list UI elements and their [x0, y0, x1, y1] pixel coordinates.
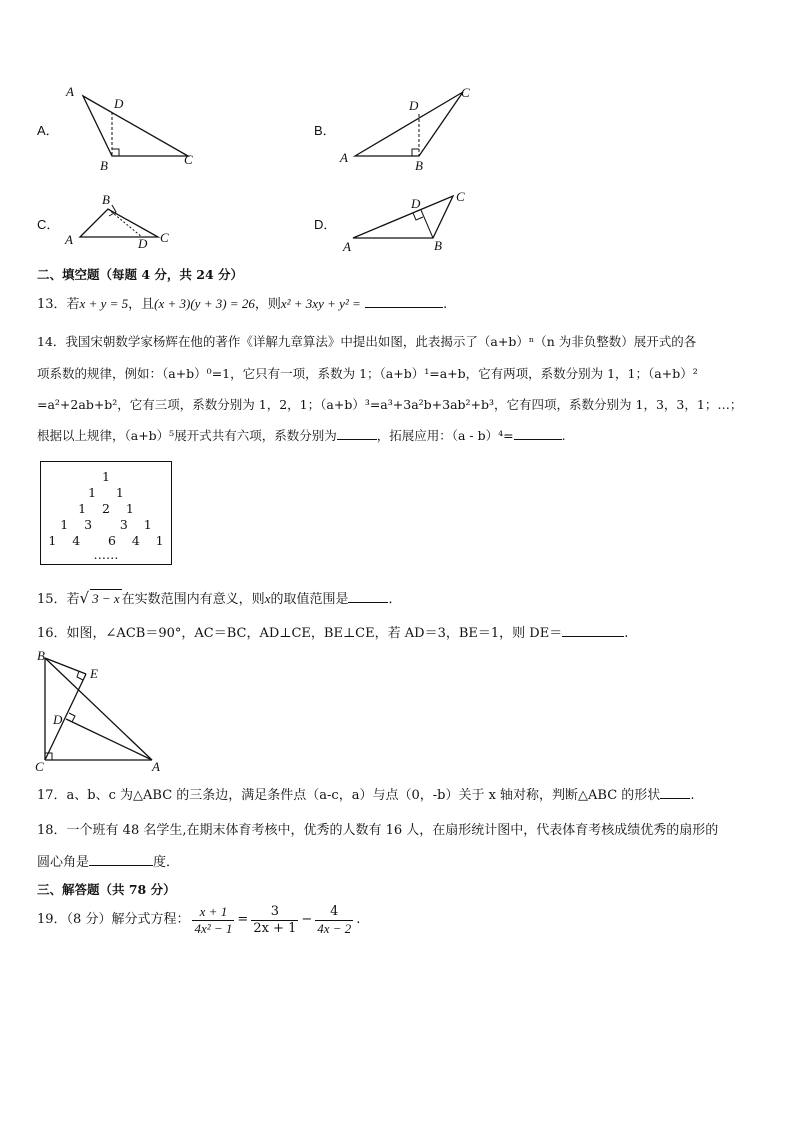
q13-cond2: (x + 3)(y + 3) = 26 [154, 296, 255, 311]
q16-text: 16．如图，∠ACB＝90°，AC＝BC，AD⊥CE，BE⊥CE，若 AD＝3，BE＝1，则 DE＝ [37, 626, 563, 641]
triangle-row: 1 [102, 469, 110, 484]
option-b-label: B． [314, 123, 336, 138]
yang-hui-triangle-box [40, 461, 172, 565]
q17-text: 17．a、b、c 为△ABC 的三条边，满足条件点（a-c，a）与点（0，-b）关于 x 轴对称，判断△ABC 的形状 [37, 788, 661, 803]
fraction-1 [192, 904, 234, 937]
triangle-row: 1 1 [88, 485, 124, 500]
q18-line2b: 度． [153, 855, 180, 870]
fraction-3 [315, 904, 353, 937]
label-b: B [100, 158, 108, 173]
label-d: D [138, 236, 148, 251]
label-c: C [160, 230, 169, 245]
answer-blank[interactable] [514, 427, 562, 440]
q14-line4c: . [561, 428, 566, 443]
label-b: B [37, 648, 45, 663]
label-d: D [411, 196, 421, 211]
fraction-2 [251, 904, 298, 937]
q15-suffix: 的取值范围是 [270, 592, 349, 607]
q14-line-3: =a²+2ab+b²，它有三项，系数分别为 1，2，1；（a+b）³=a³+3a²b+3ab²+b³，它有四项，系数分别为 1，3，3，1；…； [37, 397, 743, 412]
triangle-row: 1 2 1 [78, 501, 134, 516]
q15-radicand: 3 − x [92, 591, 120, 606]
q18-line-2 [37, 853, 179, 872]
minus-sign: − [301, 912, 313, 927]
triangle-row: 1 4 6 4 1 [48, 533, 164, 548]
label-b: B [434, 238, 442, 253]
equals-sign: = [237, 912, 249, 927]
q18-line-1: 18．一个班有 48 名学生,在期末体育考核中，优秀的人数有 16 人，在扇形统计图中，代表体育考核成绩优秀的扇形的 [37, 823, 719, 838]
q14-line-1: 14．我国宋朝数学家杨辉在他的著作《详解九章算法》中提出如图，此表揭示了（a+b）ⁿ（n 为非负整数）展开式的各 [37, 334, 697, 349]
q14-line4b: ，拓展应用：（a - b）⁴= [376, 428, 514, 443]
fraction-3-denominator: 4x − 2 [317, 920, 352, 936]
option-d-label: D． [314, 217, 337, 232]
q13-prefix: 13．若 [37, 297, 80, 312]
answer-blank[interactable] [348, 590, 388, 603]
triangle-row: 1 3 3 1 [60, 517, 152, 532]
q15-prefix: 15．若 [37, 592, 80, 607]
q13-mid2: ，则 [254, 297, 281, 312]
answer-blank[interactable] [660, 786, 690, 799]
label-b: B [102, 192, 110, 207]
q14-line-4 [37, 427, 566, 445]
figure-option-d [335, 186, 485, 256]
label-c: C [461, 85, 470, 100]
q19-end: . [356, 912, 361, 927]
figure-option-a [60, 82, 220, 172]
fraction-2-numerator: 3 [251, 904, 298, 921]
label-a: A [343, 239, 351, 254]
q15-end: ． [388, 592, 402, 607]
section-2-title: 二、填空题（每题 4 分，共 24 分） [37, 267, 244, 282]
label-c: C [456, 189, 465, 204]
figure-option-b [335, 82, 495, 172]
q19-prefix: 19．（8 分）解分式方程： [37, 912, 190, 927]
label-e: E [90, 666, 98, 681]
label-a: A [65, 232, 73, 247]
option-a-label: A． [37, 123, 59, 138]
label-a: A [66, 84, 74, 99]
label-a: A [340, 150, 348, 165]
q14-line4a: 根据以上规律，（a+b）⁵展开式共有六项，系数分别为 [37, 428, 337, 443]
q13-cond1: x + y = 5 [79, 296, 129, 311]
fraction-1-denominator: 4x² − 1 [194, 920, 233, 936]
fraction-2-denominator: 2x + 1 [253, 920, 297, 936]
label-d: D [409, 98, 419, 113]
question-15: 15．若√ 3 − x 在实数范围内有意义，则x的取值范围是 ． [37, 589, 402, 607]
fraction-3-numerator: 4 [315, 904, 353, 921]
section-3-title: 三、解答题（共 78 分） [37, 882, 176, 897]
q13-mid: ，且 [128, 297, 155, 312]
q16-end: . [624, 626, 629, 641]
label-c: C [35, 759, 44, 774]
label-b: B [415, 158, 423, 173]
q14-line-2: 项系数的规律，例如：（a+b）⁰=1，它只有一项，系数为 1；（a+b）¹=a+b，它有两项，系数分别为 1，1；（a+b）² [37, 366, 698, 381]
answer-blank[interactable] [365, 295, 443, 308]
figure-option-c [60, 190, 190, 250]
fraction-1-numerator: x + 1 [192, 904, 234, 921]
label-d: D [114, 96, 124, 111]
answer-blank[interactable] [89, 853, 153, 866]
question-13 [37, 295, 447, 314]
q18-line2a: 圆心角是 [37, 855, 90, 870]
question-19 [37, 898, 360, 942]
q13-end: . [442, 297, 448, 312]
figure-q16 [32, 646, 172, 776]
question-17 [37, 786, 694, 805]
q15-mid: 在实数范围内有意义，则 [121, 592, 265, 607]
label-d: D [53, 712, 63, 727]
question-16 [37, 624, 628, 643]
q17-end: . [690, 788, 695, 803]
triangle-row: …… [93, 547, 119, 562]
q15-var: x [264, 591, 271, 606]
label-c: C [184, 152, 193, 167]
answer-blank[interactable] [337, 427, 377, 440]
q13-expr: x² + 3xy + y² = [280, 296, 361, 311]
answer-blank[interactable] [562, 624, 624, 637]
option-c-label: C． [37, 217, 60, 232]
label-a: A [152, 759, 160, 774]
